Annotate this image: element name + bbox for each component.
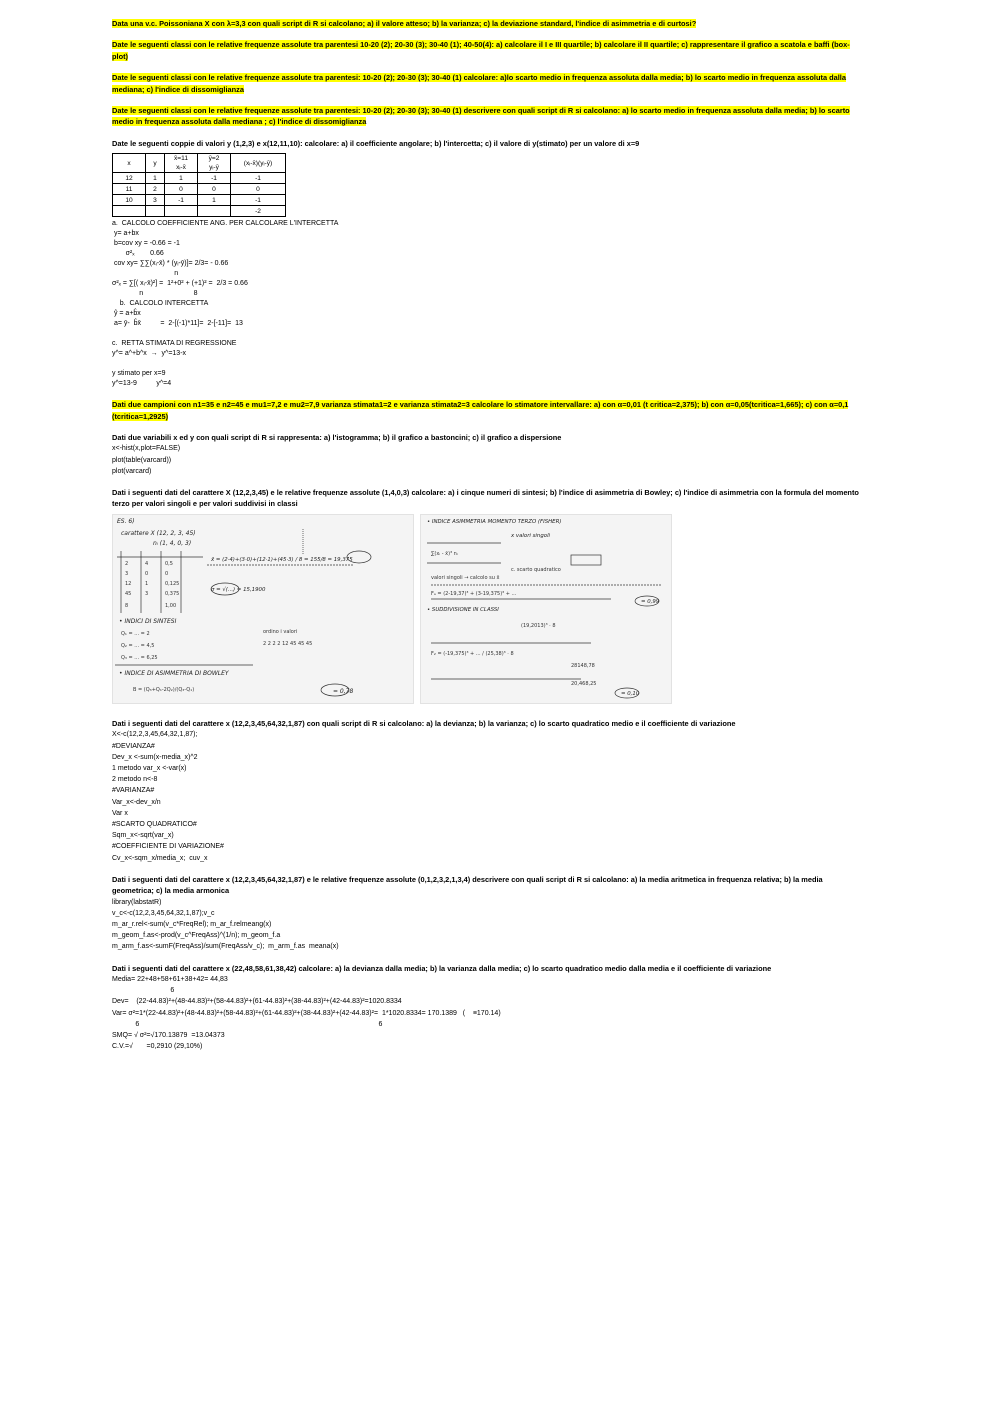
- svg-text:28148,78: 28148,78: [571, 662, 595, 669]
- code-line: 2 metodo n<-8: [112, 776, 158, 784]
- table-row: [113, 184, 286, 195]
- solution-line: n 8: [112, 290, 198, 298]
- solution-line: b. CALCOLO INTERCETTA: [112, 300, 209, 308]
- solution-line: a= ȳ- b̂x̄ = 2-[(-1)*11]= 2-[-11]= 13: [112, 320, 243, 328]
- svg-text:1: 1: [145, 580, 149, 587]
- code-line: m_arm_f.as<-sumF(FreqAss)/sum(FreqAss/v_c); m_arm_f.as meana(x): [112, 943, 339, 951]
- table-cell: [165, 206, 198, 217]
- scan-text: nᵢ (1, 4, 0, 3): [153, 539, 192, 547]
- scan-right-image: [420, 514, 672, 704]
- solution-line: n: [112, 270, 179, 278]
- table-cell: -1: [198, 173, 231, 184]
- solution-line: σ²ₓ 0.66: [112, 250, 164, 258]
- solution-line: ŷ = a+b̂x: [112, 310, 141, 318]
- svg-text:20,468,25: 20,468,25: [571, 680, 597, 687]
- solution-line: y= a+bx: [112, 230, 139, 238]
- code-line: 1 metodo var_x <-var(x): [112, 764, 187, 772]
- solution-line: b=cov xy = -0.66 = -1: [112, 240, 180, 248]
- solution-line: cov xy= ∑∑(xᵢ-x̄) * (yᵢ-ȳ)]= 2/3= - 0.66: [112, 260, 229, 268]
- table-cell: -1: [231, 195, 286, 206]
- table-header: x̄=11 xᵢ-x̄: [165, 154, 198, 173]
- svg-text:45: 45: [125, 590, 132, 597]
- svg-text:Fₐ = (2-19,37)³ + (3-19,375)³: Fₐ = (2-19,37)³ + (3-19,375)³ + ...: [431, 590, 517, 597]
- solution-line: c. RETTA STIMATA DI REGRESSIONE: [112, 340, 237, 348]
- solution-line: C.V.=√ =0,2910 (29,10%): [112, 1043, 203, 1051]
- table-cell: 0: [198, 184, 231, 195]
- svg-text:valori singoli → calcolo su x̄: valori singoli → calcolo su x̄: [431, 574, 500, 581]
- svg-text:3: 3: [145, 590, 149, 597]
- table-cell: -2: [231, 206, 286, 217]
- code-line: X<-c(12,2,3,45,64,32,1,87);: [112, 731, 198, 739]
- code-line: #SCARTO QUADRATICO#: [112, 820, 197, 828]
- svg-text:0,125: 0,125: [165, 580, 180, 587]
- solution-line: y stimato per x=9: [112, 370, 166, 378]
- question-1: Data una v.c. Poissoniana X con λ=3,3 con quali script di R si calcolano; a) il valore atteso; b) la varianza; c) la deviazione standard, l'indice di asimmetria e di curtosi?: [112, 19, 697, 28]
- svg-text:B = (Q₃+Q₁-2Q₂)/(Q₃-Q₁): B = (Q₃+Q₁-2Q₂)/(Q₃-Q₁): [133, 686, 195, 693]
- solution-line: [112, 329, 860, 339]
- svg-text:c. scarto quadratico: c. scarto quadratico: [511, 566, 561, 573]
- code-line: m_ar_r.rel<-sum(v_c*FreqRel); m_ar_f.relmeang(x): [112, 920, 272, 928]
- table-cell: 11: [113, 184, 146, 195]
- svg-text:0: 0: [145, 570, 149, 577]
- scan-text: x valori singoli: [511, 532, 551, 539]
- solution-line: σ²ₓ = ∑[( xᵢ-x̄)²] = 1²+0² + (+1)² = 2/3 = 0.66: [112, 280, 248, 288]
- solution-line: SMQ= √ σ²=√170.13879 =13.04373: [112, 1031, 225, 1039]
- table-cell: 2: [146, 184, 165, 195]
- table-cell: 1: [165, 173, 198, 184]
- solution-line: a. CALCOLO COEFFICIENTE ANG. PER CALCOLARE L'INTERCETTA: [112, 220, 339, 228]
- question-3: Date le seguenti classi con le relative frequenze assolute tra parentesi: 10-20 (2); 20-30 (3); 30-40 (1) calcolare: a)lo scarto medio in frequenza assoluta dalla media; b) lo scarto medio in frequenza assoluta dalla mediana; c) l'indice di dissomiglianza: [112, 73, 846, 94]
- scan-text: σ = √(...) = 15,1900: [211, 586, 266, 593]
- code-line: v_c<-c(12,2,3,45,64,32,1,87);v_c: [112, 909, 215, 917]
- table-cell: -1: [231, 173, 286, 184]
- table-cell: -1: [165, 195, 198, 206]
- table-cell: 3: [146, 195, 165, 206]
- svg-text:0,375: 0,375: [165, 590, 180, 597]
- solution-line: y^= a^+b^x → y^=13-x: [112, 350, 187, 358]
- table-header: x: [113, 154, 146, 173]
- table-cell: [198, 206, 231, 217]
- svg-text:0: 0: [165, 570, 169, 577]
- handwritten-scan: [112, 514, 860, 704]
- table-header: ȳ=2 yᵢ-ȳ: [198, 154, 231, 173]
- code-line: #VARIANZA#: [112, 787, 155, 795]
- question-7: Dati due variabili x ed y con quali script di R si rappresenta: a) l'istogramma; b) il grafico a bastoncini; c) il grafico a dispersione: [112, 433, 562, 443]
- code-line: #DEVIANZA#: [112, 742, 155, 750]
- svg-text:4: 4: [145, 560, 149, 567]
- scan-text: • INDICI DI SINTESI: [119, 617, 177, 625]
- scan-text: = 0,99: [641, 598, 660, 605]
- code-line: x<-hist(x,plot=FALSE): [112, 445, 181, 453]
- table-row: [113, 195, 286, 206]
- question-8: Dati i seguenti dati del carattere X (12,2,3,45) e le relative frequenze assolute (1,4,0,3) calcolare: a) i cinque numeri di sintesi; b) l'indice di asimmetria di Bowley; c) l'indice di asimmetria con la formula del momento terzo per valori singoli e per valori suddivisi in classi: [112, 488, 859, 509]
- svg-text:8: 8: [125, 602, 129, 609]
- svg-text:0,5: 0,5: [165, 560, 173, 567]
- svg-text:1,00: 1,00: [165, 602, 177, 609]
- code-line: library(labstatR): [112, 898, 162, 906]
- table-row: [113, 206, 286, 217]
- svg-text:12: 12: [125, 580, 132, 587]
- table-header: y: [146, 154, 165, 173]
- svg-text:(19,2013)³ · 8: (19,2013)³ · 8: [521, 622, 556, 629]
- svg-text:3: 3: [125, 570, 129, 577]
- svg-text:Q₁ = ... = 2: Q₁ = ... = 2: [121, 630, 150, 637]
- solution-line: [112, 359, 860, 369]
- solution-line: Dev= (22-44.83)²+(48-44.83)²+(58-44.83)²+(61-44.83)²+(38-44.83)²+(42-44.83)²=1020.8334: [112, 998, 402, 1006]
- table-cell: [146, 206, 165, 217]
- scan-text: x̄ = (2·4)+(3·0)+(12·1)+(45·3) / 8 = 155/8 = 19,375: [211, 556, 353, 563]
- regression-table: [112, 153, 286, 217]
- scan-text: • SUDDIVISIONE IN CLASSI: [427, 606, 499, 613]
- question-10: Dati i seguenti dati del carattere x (12,2,3,45,64,32,1,87) e le relative frequenze assolute (0,1,2,3,2,1,3,4) descrivere con quali script di R si calcolano: a) la media aritmetica in frequenza relativa; b) la media geometrica; c) la media armonica: [112, 874, 823, 896]
- table-row: [113, 173, 286, 184]
- code-line: Cv_x<-sqm_x/media_x; cuv_x: [112, 854, 208, 862]
- svg-text:Q₃ = ... = 6,25: Q₃ = ... = 6,25: [121, 654, 158, 661]
- solution-line: Media= 22+48+58+61+38+42= 44,83: [112, 975, 228, 983]
- document-page: [112, 18, 860, 1052]
- table-cell: 1: [146, 173, 165, 184]
- solution-line: 6: [112, 987, 175, 995]
- question-4: Date le seguenti classi con le relative frequenze assolute tra parentesi: 10-20 (2); 20-30 (3); 30-40 (1) descrivere con quali script di R si calcolano: a) lo scarto medio in frequenza assoluta dalla media; b) lo scarto medio in frequenza assoluta dalla mediana ; c) l'indice di dissomiglianza: [112, 106, 850, 127]
- table-cell: 10: [113, 195, 146, 206]
- code-line: plot(table(varcard)): [112, 456, 172, 464]
- scan-text: • INDICE ASIMMETRIA MOMENTO TERZO (FISHER): [427, 518, 562, 525]
- svg-text:ordino i valori: ordino i valori: [263, 628, 298, 635]
- svg-text:∑(xᵢ - x̄)³ nᵢ: ∑(xᵢ - x̄)³ nᵢ: [431, 550, 458, 557]
- scan-text: = 0,78: [333, 687, 354, 695]
- scan-text: ES. 6): [117, 517, 135, 525]
- svg-text:2 2 2 2 12 45 45 45: 2 2 2 2 12 45 45 45: [263, 640, 313, 647]
- table-header: (xᵢ-x̄)(yᵢ-ȳ): [231, 154, 286, 173]
- scan-left-image: [112, 514, 414, 704]
- code-line: plot(varcard): [112, 467, 152, 475]
- code-line: Var x: [112, 809, 128, 817]
- question-6: Dati due campioni con n1=35 e n2=45 e mu1=7,2 e mu2=7,9 varianza stimata1=2 e varianza stimata2=3 calcolare lo stimatore intervallare: a) con α=0,01 (t critica=2,375); b) con α=0,05(tcritica=1,665); c) con α=0,1 (tcritica=1,2925): [112, 400, 849, 421]
- question-9: Dati i seguenti dati del carattere x (12,2,3,45,64,32,1,87) con quali script di R si calcolano: a) la devianza; b) la varianza; c) lo scarto quadratico medio e il coefficiente di variazione: [112, 718, 736, 728]
- solution-line: y^=13-9 y^=4: [112, 380, 172, 388]
- question-5: Date le seguenti coppie di valori y (1,2,3) e x(12,11,10): calcolare: a) il coefficiente angolare; b) l'intercetta; c) il valore di y(stimato) per un valore di x=9: [112, 138, 640, 148]
- scan-text: = 0,10: [621, 690, 640, 697]
- table-cell: 0: [165, 184, 198, 195]
- code-line: Sqm_x<-sqrt(var_x): [112, 832, 174, 840]
- scan-text: carattere X (12, 2, 3, 45): [121, 529, 196, 537]
- code-line: #COEFFICIENTE DI VARIAZIONE#: [112, 843, 224, 851]
- svg-text:Q₂ = ... = 4,5: Q₂ = ... = 4,5: [121, 642, 155, 649]
- question-2: Date le seguenti classi con le relative frequenze assolute tra parentesi 10-20 (2); 20-30 (3); 30-40 (1); 40-50(4): a) calcolare il I e III quartile; b) calcolare il II quartile; c) rappresentare il grafico a scatola e baffi (box-plot): [112, 40, 850, 61]
- table-cell: 1: [198, 195, 231, 206]
- svg-text:2: 2: [125, 560, 129, 567]
- table-cell: [113, 206, 146, 217]
- table-cell: 12: [113, 173, 146, 184]
- code-line: Dev_x <-sum(x-media_x)^2: [112, 753, 198, 761]
- scan-text: • INDICE DI ASIMMETRIA DI BOWLEY: [119, 669, 229, 677]
- svg-text:F₂ = (-19,375)³ + ... / (25,38: F₂ = (-19,375)³ + ... / (25,38)³ · 8: [431, 650, 514, 657]
- question-11: Dati i seguenti dati del carattere x (22,48,58,61,38,42) calcolare: a) la devianza dalla media; b) la varianza dalla media; c) lo scarto quadratico medio dalla media e il coefficiente di variazione: [112, 963, 772, 973]
- regression-solution: [112, 219, 860, 389]
- code-line: m_geom_f.as<-prod(v_c^FreqAss)^(1/n); m_geom_f.a: [112, 932, 281, 940]
- code-line: Var_x<-dev_x/n: [112, 798, 161, 806]
- table-cell: 0: [231, 184, 286, 195]
- solution-line: 6 6: [112, 1020, 383, 1028]
- solution-line: Var= σ²=1*(22-44.83)²+(48-44.83)²+(58-44.83)²+(61-44.83)²+(38-44.83)²+(42-44.83)²= 1*1020.8334= 170.1389 ( ≡170.14): [112, 1009, 501, 1017]
